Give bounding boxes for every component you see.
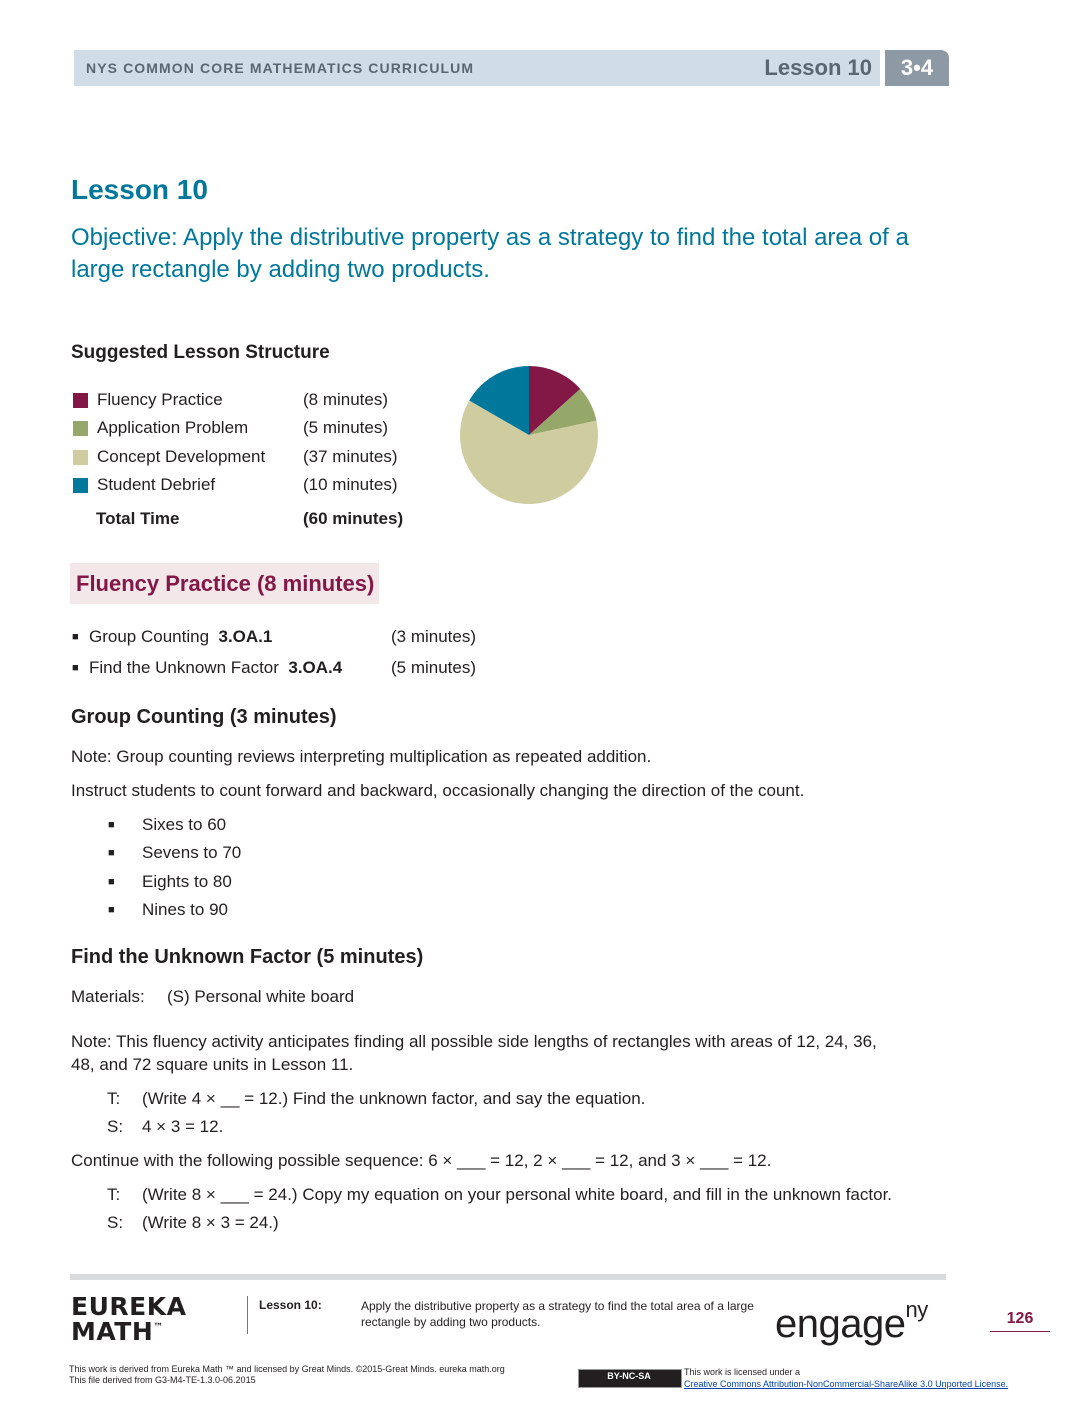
dialogue-line: (Write 8 × ___ = 24.) Copy my equation on your personal white board, and fill in the unknown factor.	[142, 1185, 893, 1204]
structure-item-label: Concept Development	[97, 447, 266, 466]
lesson-structure-pie-chart	[458, 364, 600, 506]
structure-item-minutes: (37 minutes)	[303, 447, 398, 466]
dialogue-speaker: T:	[107, 1185, 121, 1204]
materials-value: (S) Personal white board	[167, 987, 355, 1006]
fluency-item: Group Counting 3.OA.1	[89, 627, 273, 646]
legend-swatch-concept	[73, 450, 88, 465]
lesson-objective: Objective: Apply the distributive property as a strategy to find the total area of a large rectangle by adding two products.	[71, 224, 909, 283]
footer-license: This work is licensed under a Creative Commons Attribution-NonCommercial-ShareAlike 3.0 Unported License.	[684, 1366, 1064, 1390]
square-bullet-icon: ■	[72, 662, 79, 674]
footer-vertical-divider	[247, 1296, 248, 1334]
header-lesson: Lesson 10	[764, 55, 872, 80]
square-bullet-icon: ■	[108, 904, 115, 916]
square-bullet-icon: ■	[108, 819, 115, 831]
legend-swatch-application	[73, 421, 88, 436]
fluency-item-minutes: (3 minutes)	[391, 627, 477, 646]
dialogue-line: (Write 4 × __ = 12.) Find the unknown factor, and say the equation.	[142, 1089, 646, 1108]
fluency-item: Find the Unknown Factor 3.OA.4	[89, 658, 343, 677]
footer-lesson-label: Lesson 10:	[259, 1298, 322, 1312]
total-time-label: Total Time	[96, 509, 180, 528]
legend-swatch-fluency	[73, 393, 88, 408]
group-counting-note: Note: Group counting reviews interpreting multiplication as repeated addition.	[71, 747, 652, 766]
page-number-underline	[990, 1331, 1050, 1332]
structure-item-minutes: (5 minutes)	[303, 418, 389, 437]
license-link[interactable]: Creative Commons Attribution-NonCommercial-ShareAlike 3.0 Unported License.	[684, 1379, 1009, 1389]
page-number: 126	[1006, 1310, 1034, 1327]
structure-heading: Suggested Lesson Structure	[71, 342, 330, 363]
dialogue-speaker: S:	[107, 1213, 124, 1232]
fluency-item-minutes: (5 minutes)	[391, 658, 477, 677]
dialogue-speaker: S:	[107, 1117, 124, 1136]
list-item: Nines to 90	[142, 900, 228, 919]
structure-item-label: Student Debrief	[97, 475, 216, 494]
group-counting-instruction: Instruct students to count forward and backward, occasionally changing the direction of the count.	[71, 781, 805, 800]
footer-lesson-description: Apply the distributive property as a strategy to find the total area of a large rectangle by adding two products.	[361, 1299, 754, 1329]
unknown-factor-heading: Find the Unknown Factor (5 minutes)	[71, 946, 424, 968]
total-time-minutes: (60 minutes)	[303, 509, 404, 528]
dialogue-line: 4 × 3 = 12.	[142, 1117, 224, 1136]
continue-sequence: Continue with the following possible sequence: 6 × ___ = 12, 2 × ___ = 12, and 3 × ___ = 12.	[71, 1151, 772, 1170]
standard-code: 3.OA.1	[218, 627, 273, 646]
group-counting-heading: Group Counting (3 minutes)	[71, 706, 337, 728]
dialogue-line: (Write 8 × 3 = 24.)	[142, 1213, 279, 1232]
structure-item-minutes: (10 minutes)	[303, 475, 398, 494]
unknown-factor-note: Note: This fluency activity anticipates finding all possible side lengths of rectangles with areas of 12, 24, 36,	[71, 1032, 877, 1051]
footer-divider	[70, 1274, 946, 1280]
standard-code: 3.OA.4	[288, 658, 343, 677]
dialogue-speaker: T:	[107, 1089, 121, 1108]
list-item: Sevens to 70	[142, 843, 242, 862]
eureka-math-logo-line2: MATH™	[71, 1317, 164, 1346]
list-item: Eights to 80	[142, 872, 232, 891]
eureka-math-logo: EUREKA	[71, 1292, 187, 1321]
structure-item-label: Application Problem	[97, 418, 249, 437]
page-title: Lesson 10	[71, 174, 208, 205]
materials-label: Materials:	[71, 987, 145, 1006]
curriculum-name: NYS COMMON CORE MATHEMATICS CURRICULUM	[86, 60, 475, 76]
fluency-banner-title: Fluency Practice (8 minutes)	[76, 571, 375, 596]
cc-badge-label: BY-NC-SA	[607, 1371, 651, 1381]
square-bullet-icon: ■	[108, 876, 115, 888]
square-bullet-icon: ■	[72, 631, 79, 643]
square-bullet-icon: ■	[108, 847, 115, 859]
structure-item-minutes: (8 minutes)	[303, 390, 389, 409]
footer-attribution: This work is derived from Eureka Math ™ and licensed by Great Minds. ©2015-Great Minds. eureka math.org This file derived from G3-M4-TE-1.3.0-06.2015	[69, 1364, 505, 1385]
list-item: Sixes to 60	[142, 815, 227, 834]
legend-swatch-debrief	[73, 478, 88, 493]
structure-item-label: Fluency Practice	[97, 390, 223, 409]
engageny-logo: engage$^{ny}$	[775, 1297, 928, 1346]
unknown-factor-note-cont: 48, and 72 square units in Lesson 11.	[71, 1055, 354, 1074]
grade-module-label: 3•4	[900, 55, 934, 80]
